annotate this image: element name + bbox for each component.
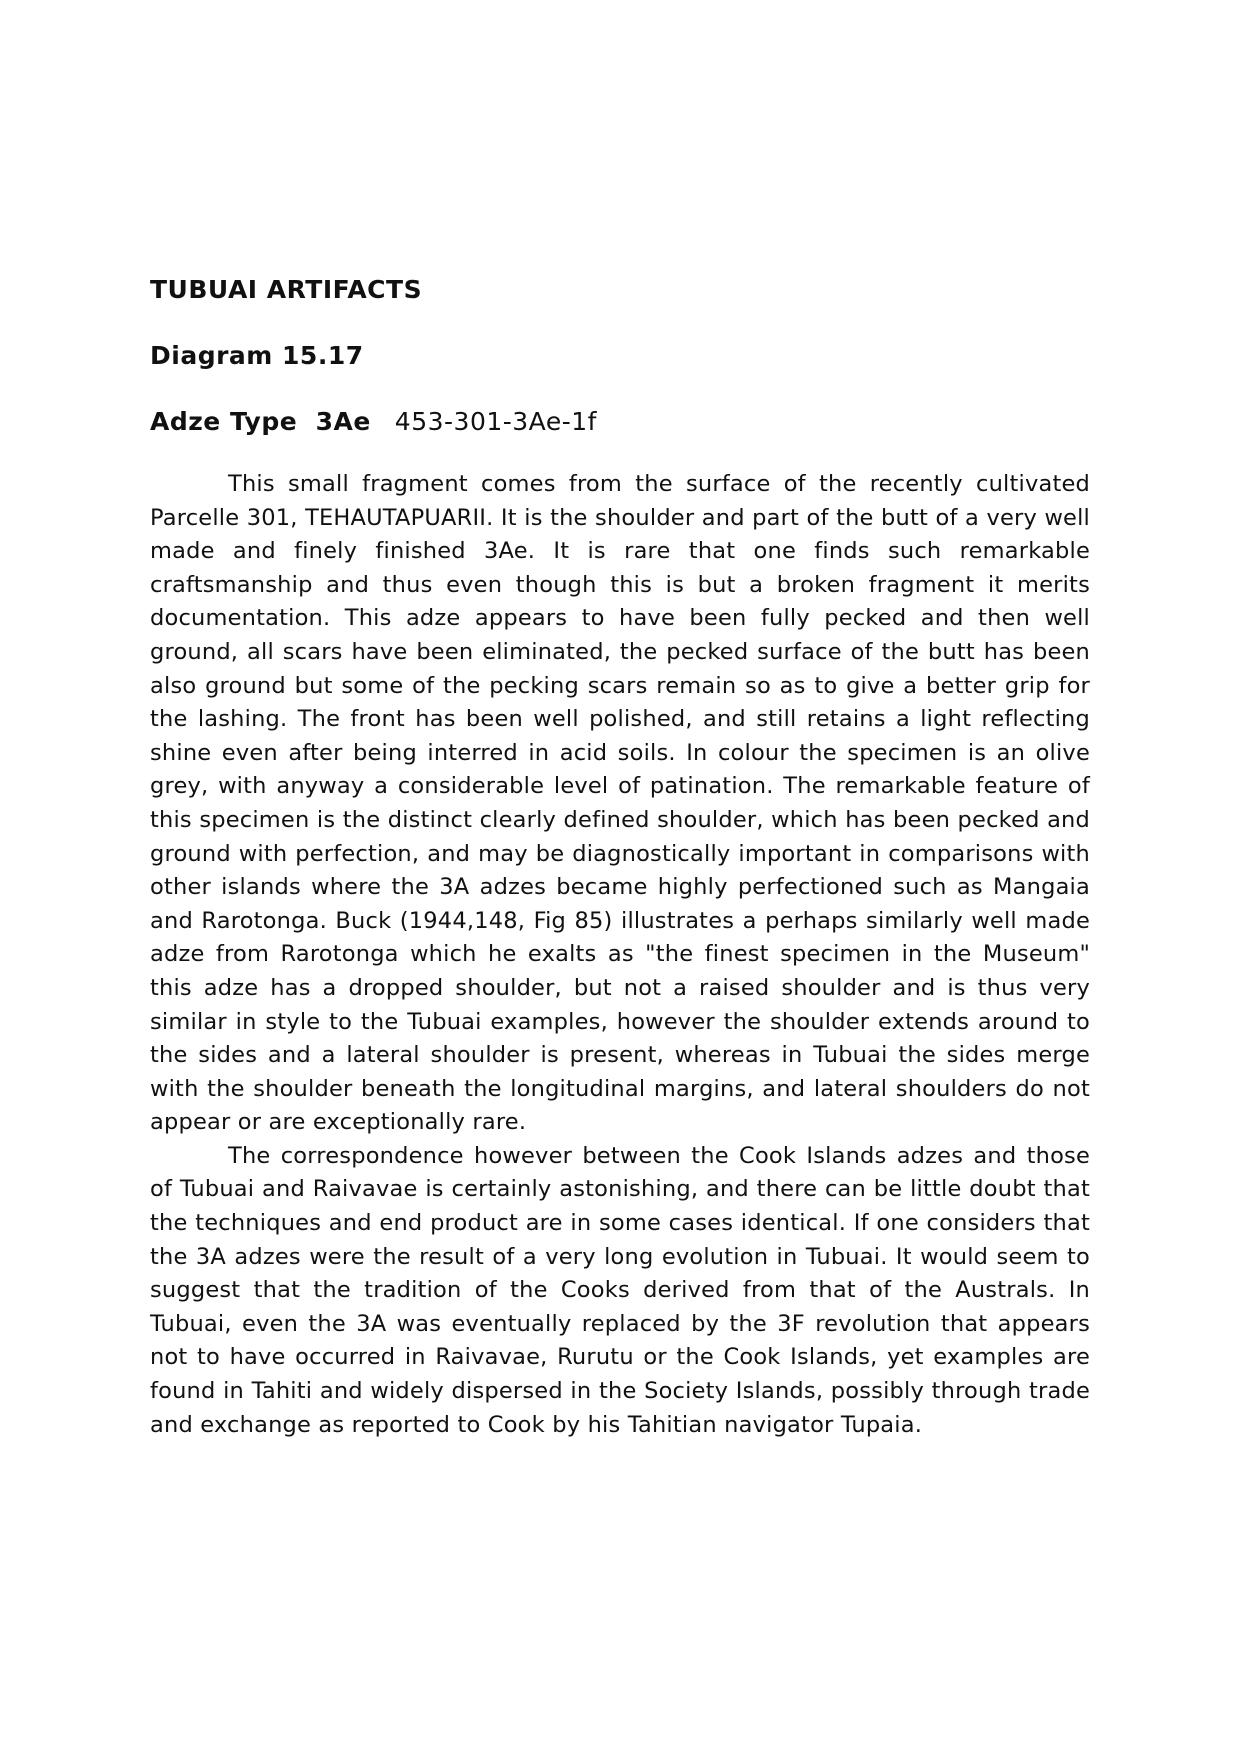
adze-type-line — [150, 402, 1090, 442]
adze-type-label: Adze Type 3Ae — [150, 407, 371, 436]
diagram-label: Diagram 15.17 — [150, 341, 364, 370]
paragraph-2: The correspondence however between the Cook Islands adzes and those of Tubuai and Raivavae is certainly astonishing, and there can be little doubt that the techniques and end product are in some cases identical. If one considers that the 3A adzes were the result of a very long evolution in Tubuai. It would seem to suggest that the tradition of the Cooks derived from that of the Australs. In Tubuai, even the 3A was eventually replaced by the 3F revolution that appears not to have occurred in Raivavae, Rurutu or the Cook Islands, yet examples are found in Tahiti and widely dispersed in the Society Islands, possibly through trade and exchange as reported to Cook by his Tahitian navigator Tupaia. — [150, 1142, 1090, 1438]
body-text — [150, 468, 1090, 1442]
paragraph-1: This small fragment comes from the surface of the recently cultivated Parcelle 301, TEHAUTAPUARII. It is the shoulder and part of the butt of a very well made and finely finished 3Ae. It is rare that one finds such remarkable craftsmanship and thus even though this is but a broken fragment it merits documentation. This adze appears to have been fully pecked and then well ground, all scars have been eliminated, the pecked surface of the butt has been also ground but some of the pecking scars remain so as to give a better grip for the lashing. The front has been well polished, and still retains a light reflecting shine even after being interred in acid soils. In colour the specimen is an olive grey, with anyway a considerable level of patination. The remarkable feature of this specimen is the distinct clearly defined shoulder, which has been pecked and ground with perfection, and may be diagnostically important in comparisons with other islands where the 3A adzes became highly perfectioned such as Mangaia and Rarotonga. Buck (1944,148, Fig 85) illustrates a perhaps similarly well made adze from Rarotonga which he exalts as "the finest specimen in the Museum" this adze has a dropped shoulder, but not a raised shoulder and is thus very similar in style to the Tubuai examples, however the shoulder extends around to the sides and a lateral shoulder is present, whereas in Tubuai the sides merge with the shoulder beneath the longitudinal margins, and lateral shoulders do not appear or are exceptionally rare. — [150, 471, 1090, 1136]
adze-code: 453-301-3Ae-1f — [394, 407, 597, 436]
document-page — [150, 270, 1090, 1442]
section-title: TUBUAI ARTIFACTS — [150, 275, 423, 304]
